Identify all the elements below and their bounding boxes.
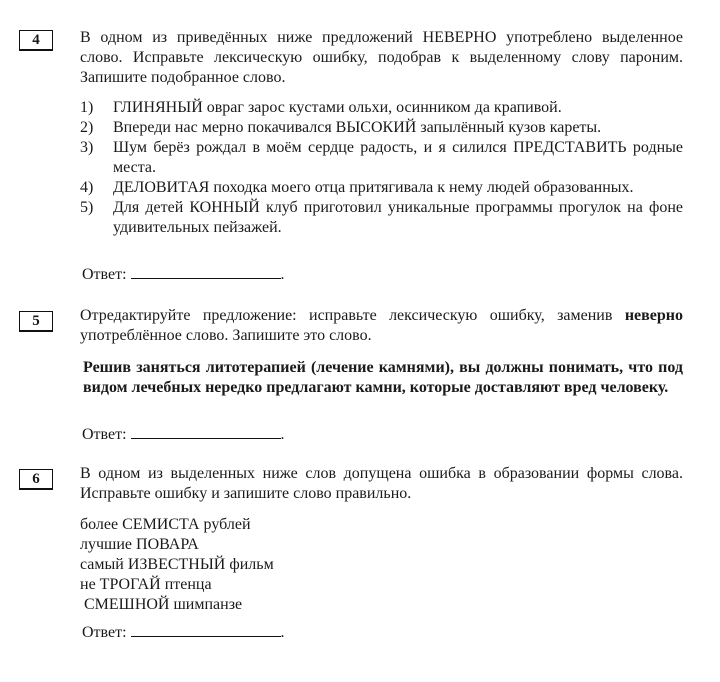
option-number: 3) [80, 139, 94, 156]
option-number: 4) [80, 179, 94, 196]
option-2 [80, 118, 683, 138]
option-5 [80, 198, 683, 238]
word-item: не ТРОГАЙ птенца [80, 576, 212, 593]
option-text: Шум берёз рождал в моём сердце радость, и я силился ПРЕДСТАВИТЬ родные места. [113, 139, 683, 176]
option-text: Для детей КОННЫЙ клуб приготовил уникальные программы прогулок на фоне удивительных пейзажей. [113, 199, 683, 236]
word-item: более СЕМИСТА рублей [80, 516, 251, 533]
answer-label: Ответ: [82, 426, 127, 443]
option-text: ДЕЛОВИТАЯ походка моего отца притягивала к нему людей образованных. [113, 179, 634, 196]
option-number: 1) [80, 99, 94, 116]
word-item: самый ИЗВЕСТНЫЙ фильм [80, 556, 274, 573]
answer-label: Ответ: [82, 266, 127, 283]
task-5-answer [82, 424, 285, 445]
option-4 [80, 178, 683, 198]
task-4-answer [82, 264, 285, 285]
answer-label: Ответ: [82, 624, 127, 641]
option-number: 5) [80, 199, 94, 216]
task-6-number: 6 [19, 469, 53, 490]
option-text: ГЛИНЯНЫЙ овраг зарос кустами ольхи, осинником да крапивой. [113, 99, 562, 116]
option-1 [80, 98, 683, 118]
task-4-instruction: В одном из приведённых ниже предложений НЕВЕРНО употреблено выделенное слово. Исправьте лексическую ошибку, подобрав к выделенному слову пароним. Запишите подобранное слово. [80, 29, 683, 86]
instruction-end: употреблённое слово. Запишите это слово. [80, 327, 372, 344]
answer-end: . [280, 266, 285, 283]
option-3 [80, 138, 683, 178]
option-text: Впереди нас мерно покачивался ВЫСОКИЙ запылённый кузов кареты. [113, 119, 602, 136]
task-5-number: 5 [19, 311, 53, 332]
word-item: лучшие ПОВАРА [80, 536, 199, 553]
task-4-options [80, 98, 683, 238]
task-5-instruction [80, 306, 683, 346]
task-6-answer [82, 622, 285, 643]
answer-end: . [280, 624, 285, 641]
task-6-instruction: В одном из выделенных ниже слов допущена ошибка в образовании формы слова. Исправьте ошибку и запишите слово правильно. [80, 465, 683, 502]
task-5-sentence: Решив заняться литотерапией (лечение камнями), вы должны понимать, что под видом лечебных нередко предлагают камни, которые доставляют вред человеку. [83, 359, 683, 396]
task-4-number: 4 [19, 30, 53, 51]
answer-field[interactable] [131, 264, 281, 279]
instruction-start: Отредактируйте предложение: исправьте лексическую ошибку, заменив [80, 307, 613, 324]
option-number: 2) [80, 119, 94, 136]
answer-end: . [280, 426, 285, 443]
word-item: СМЕШНОЙ шимпанзе [80, 596, 243, 613]
answer-field[interactable] [131, 622, 281, 637]
answer-field[interactable] [131, 424, 281, 439]
instruction-bold: неверно [624, 307, 683, 324]
task-6-words [80, 515, 274, 615]
